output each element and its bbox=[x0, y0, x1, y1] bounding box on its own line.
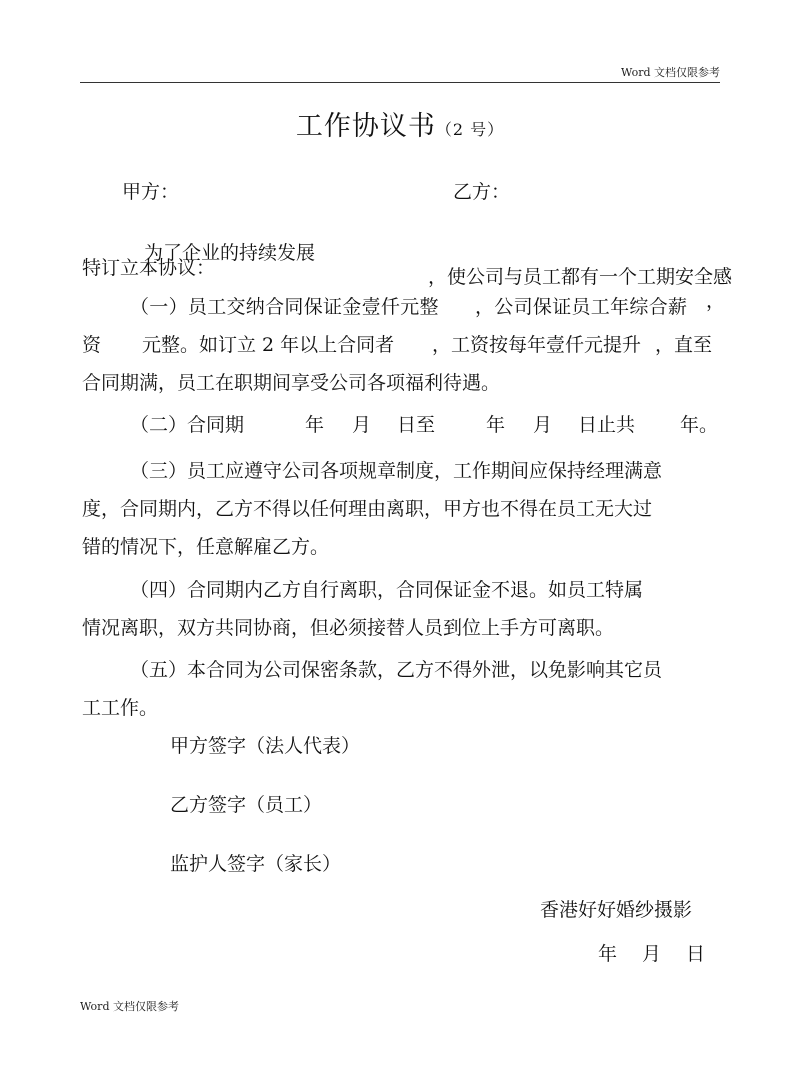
clause-2-start: （二）合同期 bbox=[130, 414, 245, 436]
date-day: 日 bbox=[686, 943, 706, 965]
intro-line-1a: 为了企业的持续发展 bbox=[144, 242, 316, 264]
clause-3-l3: 错的情况下，任意解雇乙方。 bbox=[82, 536, 330, 558]
title-sub: （2 号） bbox=[435, 120, 505, 139]
header-rule bbox=[80, 82, 720, 83]
clause-1-l2a: 资 bbox=[82, 334, 102, 356]
title-main: 工作协议书 bbox=[295, 111, 436, 142]
clause-1-l1b-text: ，公司保证员工年综合薪 bbox=[475, 296, 688, 318]
clause-3-l1: （三）员工应遵守公司各项规章制度，工作期间应保持经理满意 bbox=[130, 460, 663, 482]
clause-1-l2d: ，直至 bbox=[655, 334, 713, 356]
clause-1-l1a-text: （一）员工交纳合同保证金壹仟元整 bbox=[130, 296, 439, 318]
clause-2-month-2: 月 bbox=[533, 414, 553, 436]
clause-2-years: 年。 bbox=[680, 414, 719, 436]
clause-5-l2: 工工作。 bbox=[82, 697, 159, 719]
clause-1-l2b: 元整。如订立 2 年以上合同者 bbox=[142, 334, 395, 356]
signature-guardian: 监护人签字（家长） bbox=[170, 853, 342, 875]
clause-2-month-1: 月 bbox=[352, 414, 372, 436]
clause-1-l2c: ，工资按每年壹仟元提升 bbox=[432, 334, 642, 356]
party-b-label: 乙方： bbox=[453, 181, 511, 203]
clause-5-l1: （五）本合同为公司保密条款，乙方不得外泄，以免影响其它员 bbox=[130, 659, 663, 681]
date-year: 年 bbox=[598, 943, 618, 965]
clause-2-year-2: 年 bbox=[486, 414, 506, 436]
party-a-label: 甲方： bbox=[122, 181, 180, 203]
intro-line-1b: ，使公司与员工都有一个工期安全感 bbox=[428, 266, 733, 288]
clause-4-l2: 情况离职，双方共同协商，但必须接替人员到位上手方可离职。 bbox=[82, 617, 615, 639]
page-footer-note: Word 文档仅限参考 bbox=[80, 1000, 179, 1013]
clause-2-day-to: 日至 bbox=[397, 414, 436, 436]
company-name: 香港好好婚纱摄影 bbox=[540, 899, 693, 921]
clause-3-l2: 度，合同期内，乙方不得以任何理由离职，甲方也不得在员工无大过 bbox=[82, 498, 653, 520]
document-title bbox=[0, 104, 800, 143]
intro-line-1c: ， bbox=[706, 290, 726, 312]
clause-2-year-1: 年 bbox=[305, 414, 325, 436]
clause-2-day-end: 日止共 bbox=[578, 414, 636, 436]
page-header-note: Word 文档仅限参考 bbox=[621, 66, 720, 79]
clause-1-l3: 合同期满，员工在职期间享受公司各项福利待遇。 bbox=[82, 372, 501, 394]
date-month: 月 bbox=[642, 943, 662, 965]
signature-party-a: 甲方签字（法人代表） bbox=[170, 735, 361, 757]
signature-party-b: 乙方签字（员工） bbox=[170, 794, 323, 816]
intro-line-2: 特订立本协议： bbox=[82, 257, 216, 279]
clause-4-l1: （四）合同期内乙方自行离职，合同保证金不退。如员工特属 bbox=[130, 579, 644, 601]
